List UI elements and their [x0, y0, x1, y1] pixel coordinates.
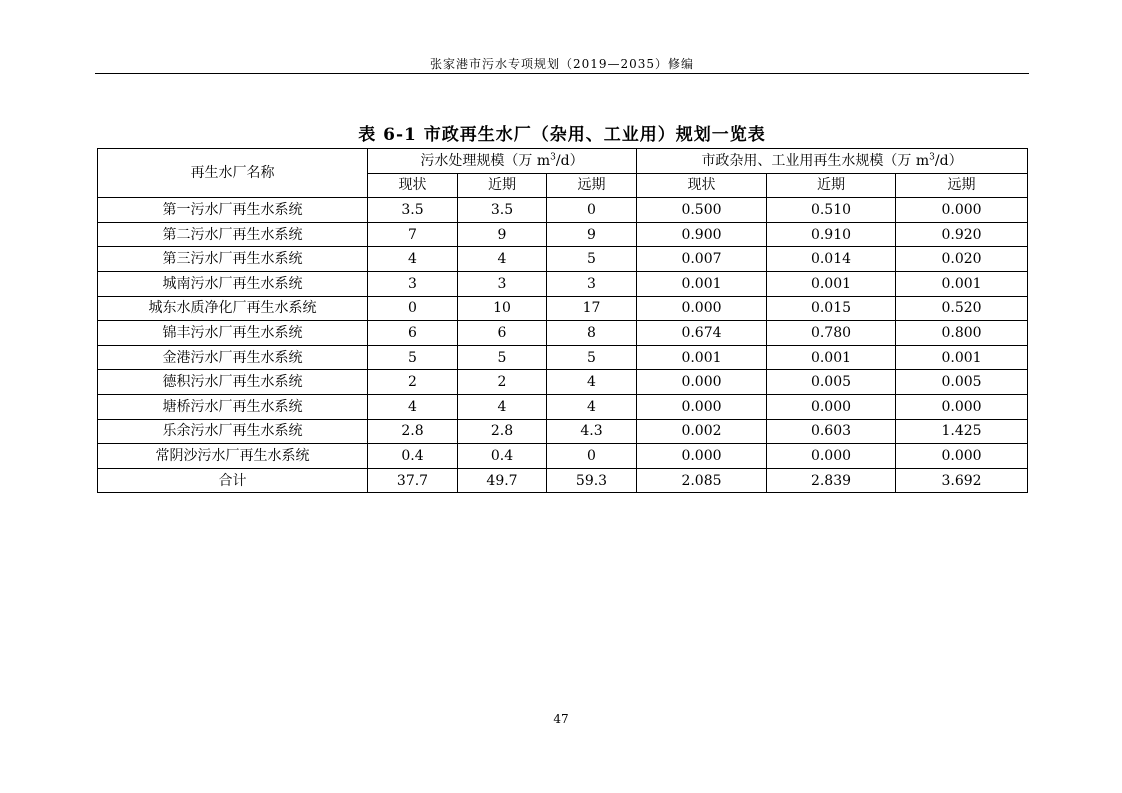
value-cell: 0.000 [896, 394, 1028, 419]
plant-name-cell: 塘桥污水厂再生水系统 [98, 394, 368, 419]
value-cell: 2.8 [458, 419, 547, 444]
column-group-sewage-capacity [368, 149, 637, 174]
value-cell: 5 [458, 345, 547, 370]
group-label-post: /d） [555, 152, 584, 169]
value-cell: 0 [547, 198, 637, 223]
value-cell: 0.015 [767, 296, 896, 321]
value-cell: 0.014 [767, 247, 896, 272]
table-row [98, 247, 1028, 272]
value-cell: 5 [368, 345, 458, 370]
value-cell: 0.500 [637, 198, 767, 223]
value-cell: 0.007 [637, 247, 767, 272]
group-label-pre: 污水处理规模（万 m [420, 152, 551, 169]
plant-name-cell: 城东水质净化厂再生水系统 [98, 296, 368, 321]
value-cell: 0.000 [896, 444, 1028, 469]
plant-name-cell: 城南污水厂再生水系统 [98, 271, 368, 296]
plant-name-cell: 金港污水厂再生水系统 [98, 345, 368, 370]
value-cell: 0.000 [637, 394, 767, 419]
subheader-long-term: 远期 [896, 173, 1028, 198]
value-cell: 0.000 [637, 296, 767, 321]
table-row [98, 271, 1028, 296]
table-row [98, 370, 1028, 395]
total-row [98, 468, 1028, 493]
value-cell: 0.001 [767, 271, 896, 296]
subheader-near-term: 近期 [767, 173, 896, 198]
value-cell: 0.510 [767, 198, 896, 223]
value-cell: 0.674 [637, 321, 767, 346]
value-cell: 0.900 [637, 222, 767, 247]
value-cell: 6 [368, 321, 458, 346]
plant-name-cell: 锦丰污水厂再生水系统 [98, 321, 368, 346]
value-cell: 6 [458, 321, 547, 346]
value-cell: 0.005 [767, 370, 896, 395]
value-cell: 37.7 [368, 468, 458, 493]
value-cell: 0.020 [896, 247, 1028, 272]
plant-name-cell: 第二污水厂再生水系统 [98, 222, 368, 247]
value-cell: 3 [458, 271, 547, 296]
plant-name-cell: 乐余污水厂再生水系统 [98, 419, 368, 444]
header-rule [95, 73, 1029, 74]
value-cell: 0.780 [767, 321, 896, 346]
value-cell: 0.910 [767, 222, 896, 247]
value-cell: 9 [458, 222, 547, 247]
value-cell: 4 [547, 370, 637, 395]
table-row [98, 321, 1028, 346]
value-cell: 17 [547, 296, 637, 321]
column-group-reclaimed-capacity [637, 149, 1028, 174]
value-cell: 0.001 [637, 345, 767, 370]
table-row [98, 345, 1028, 370]
value-cell: 4.3 [547, 419, 637, 444]
value-cell: 0.001 [896, 345, 1028, 370]
value-cell: 0.920 [896, 222, 1028, 247]
unit-superscript: 3 [550, 152, 556, 163]
value-cell: 3.5 [368, 198, 458, 223]
value-cell: 5 [547, 247, 637, 272]
value-cell: 59.3 [547, 468, 637, 493]
value-cell: 1.425 [896, 419, 1028, 444]
value-cell: 0.001 [767, 345, 896, 370]
header-row-1 [98, 149, 1028, 174]
plant-name-cell: 第三污水厂再生水系统 [98, 247, 368, 272]
value-cell: 3.5 [458, 198, 547, 223]
value-cell: 4 [458, 394, 547, 419]
value-cell: 7 [368, 222, 458, 247]
subheader-long-term: 远期 [547, 173, 637, 198]
value-cell: 3 [368, 271, 458, 296]
value-cell: 0.603 [767, 419, 896, 444]
value-cell: 2 [458, 370, 547, 395]
plant-name-cell: 常阴沙污水厂再生水系统 [98, 444, 368, 469]
value-cell: 0.000 [767, 444, 896, 469]
value-cell: 0.000 [767, 394, 896, 419]
table-row [98, 419, 1028, 444]
reclaimed-water-plan-table [97, 148, 1028, 493]
value-cell: 4 [368, 247, 458, 272]
value-cell: 0.4 [458, 444, 547, 469]
value-cell: 2 [368, 370, 458, 395]
value-cell: 0.002 [637, 419, 767, 444]
column-header-plant-name: 再生水厂名称 [98, 149, 368, 198]
value-cell: 4 [458, 247, 547, 272]
value-cell: 0.000 [637, 370, 767, 395]
value-cell: 2.085 [637, 468, 767, 493]
value-cell: 10 [458, 296, 547, 321]
value-cell: 0.001 [637, 271, 767, 296]
value-cell: 0 [368, 296, 458, 321]
page-number: 47 [553, 712, 569, 726]
table-title: 表 6-1 市政再生水厂（杂用、工业用）规划一览表 [358, 125, 766, 145]
table-row [98, 222, 1028, 247]
value-cell: 0.005 [896, 370, 1028, 395]
value-cell: 0.4 [368, 444, 458, 469]
value-cell: 0.800 [896, 321, 1028, 346]
table-row [98, 444, 1028, 469]
running-header: 张家港市污水专项规划（2019—2035）修编 [429, 57, 695, 71]
table-row [98, 296, 1028, 321]
value-cell: 4 [368, 394, 458, 419]
value-cell: 0.520 [896, 296, 1028, 321]
unit-superscript: 3 [929, 152, 935, 163]
value-cell: 2.839 [767, 468, 896, 493]
value-cell: 3.692 [896, 468, 1028, 493]
group-label-post: /d） [934, 152, 963, 169]
table-row [98, 198, 1028, 223]
value-cell: 0 [547, 444, 637, 469]
plant-name-cell: 合计 [98, 468, 368, 493]
subheader-near-term: 近期 [458, 173, 547, 198]
value-cell: 9 [547, 222, 637, 247]
table-row [98, 394, 1028, 419]
value-cell: 8 [547, 321, 637, 346]
subheader-current: 现状 [637, 173, 767, 198]
value-cell: 4 [547, 394, 637, 419]
value-cell: 5 [547, 345, 637, 370]
value-cell: 2.8 [368, 419, 458, 444]
group-label-pre: 市政杂用、工业用再生水规模（万 m [701, 152, 930, 169]
value-cell: 0.001 [896, 271, 1028, 296]
value-cell: 0.000 [637, 444, 767, 469]
plant-name-cell: 德积污水厂再生水系统 [98, 370, 368, 395]
value-cell: 49.7 [458, 468, 547, 493]
plant-name-cell: 第一污水厂再生水系统 [98, 198, 368, 223]
value-cell: 0.000 [896, 198, 1028, 223]
value-cell: 3 [547, 271, 637, 296]
subheader-current: 现状 [368, 173, 458, 198]
